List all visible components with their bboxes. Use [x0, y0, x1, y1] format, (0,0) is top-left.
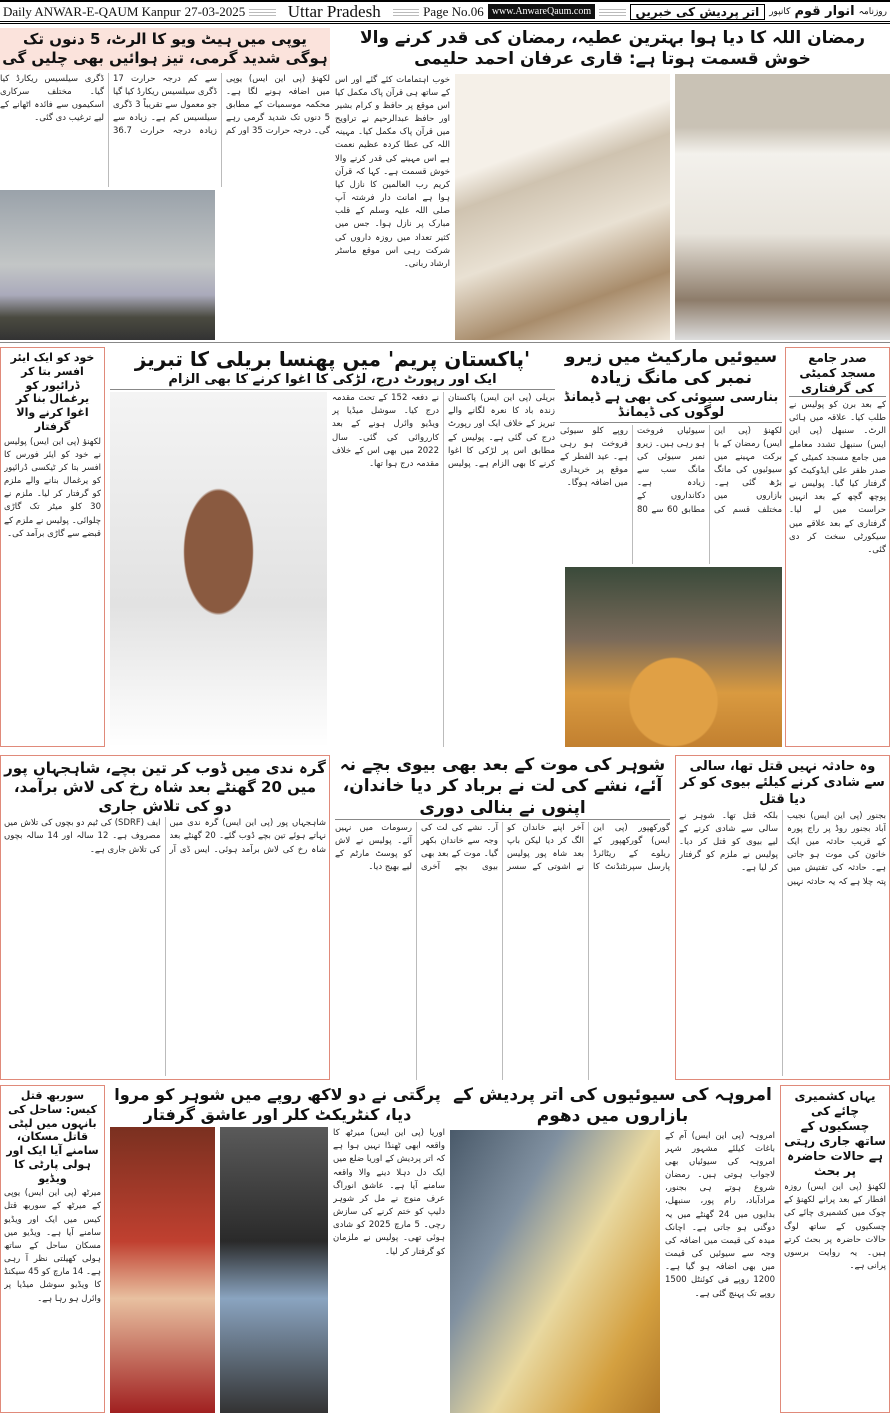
article-sewaiyan-market — [560, 347, 782, 747]
divider — [249, 7, 275, 17]
subheadline: ایک اور رپورٹ درج، لڑکی کا اغوا کرنے کا بھی الزام — [110, 372, 555, 390]
hazy-sky-photo — [0, 190, 215, 340]
article-body: شاہجہاں پور (پی این ایس) گرہ ندی میں نہاتے ہوئے تین بچے ڈوب گئے۔ 20 گھنٹے بعد شاہ رخ کی لاش برآمد ہوئی۔ ایس ڈی آر ایف (SDRF) کی ٹیم دو بچوں کی تلاش میں مصروف ہے۔ 12 سالہ اور 14 سالہ بچوں کی تلاش جاری ہے۔ — [4, 818, 326, 855]
sewaiyan-vendor-photo — [565, 567, 782, 747]
article-body: بجنور (پی این ایس) نجیب آباد بجنور روڈ پر راج پورہ کے قریب حادثہ میں ایک خاتون کی موت ہو جاتی ہے۔ حادثہ کی تفتیش میں پتہ چلا ہے کہ یہ حادثہ نہیں بلکہ قتل تھا۔ شوہر نے سالی سے شادی کرنے کے لیے بیوی کو قتل کر دیا۔ پولیس نے ملزم کو گرفتار کر لیا ہے۔ — [679, 810, 886, 887]
headline: امروہہ کی سیوئیوں کی اتر پردیش کے بازاروں میں دھوم — [453, 1085, 772, 1127]
article-kashmiri-chai — [780, 1085, 890, 1413]
headline: صدر جامع مسجد کمیٹی کی گرفتاری — [789, 351, 886, 397]
subheadline: بنارسی سیوئی کی بھی ہے ڈیمانڈ لوگوں کی ڈیمانڈ — [560, 390, 782, 423]
headline: رمضان اللہ کا دیا ہوا بہترین عطیہ، رمضان کی قدر کرنے والا خوش قسمت ہوتا ہے: قاری عرفان احمد حلیمی — [359, 28, 866, 70]
article-body: اوریا (پی این ایس) میرٹھ کا واقعہ ابھی ٹھنڈا نہیں ہوا ہے کہ اتر پردیش کے اوریا ضلع میں ایک دل دہلا دینے والا واقعہ سامنے آیا ہے۔ عاشق انوراگ عرف منوج نے مل کر شوہر دلیپ کو ختم کرنے کی سازش رچی۔ 5 مارچ 2025 کو شادی ہوئی تھی۔ پولیس نے ملزمان کو گرفتار کر لیا۔ — [333, 1128, 445, 1257]
article-bijnor-murder — [675, 755, 890, 1080]
headline: وہ حادثہ نہیں قتل تھا، سالی سے شادی کرنے کیلئے بیوی کو کر دیا قتل — [680, 759, 885, 807]
amroha-market-photo — [450, 1130, 660, 1413]
article-body: لکھنؤ (پی این ایس) یوپی میں اضافہ ہونے لگا ہے۔ محکمہ موسمیات کے مطابق 5 دنوں تک شدید گرمی رہے گی۔ درجہ حرارت 35 اور کم سے کم درجہ حرارت 17 ڈگری سیلسیس ریکارڈ کیا گیا جو معمول سے تقریباً 3 ڈگری سیلسیس کم ہے۔ زیادہ سے زیادہ درجہ حرارت 36.7 ڈگری سیلسیس ریکارڈ کیا گیا۔ مختلف سرکاری اسکیموں سے فائدہ اٹھانے کے لیے ترغیب دی گئی۔ — [0, 73, 330, 137]
article-body: کے بعد برن کو پولیس نے طلب کیا۔ علاقہ میں ہائی الرٹ۔ سنبھل (پی این ایس) سنبھل تشدد معاملے میں جامع مسجد کمیٹی کے صدر ظفر علی ایڈوکیٹ کو گرفتار کیا گیا۔ پولیس نے پوچھ گچھ کے بعد انہیں حراست میں لے لیا۔ گرفتاری کے بعد علاقے میں سیکورٹی سخت کر دی گئی۔ — [789, 400, 886, 555]
headline: یہاں کشمیری چائے کی چسکیوں کے ساتھ جاری رہتی ہے حالات حاضرہ پر بحث — [784, 1089, 886, 1178]
logo: انوار قوم — [794, 4, 855, 19]
group-photo — [675, 74, 890, 341]
article-body: میرٹھ (پی این ایس) یوپی کے میرٹھ کے سوربھ قتل کیس میں ایک اور ویڈیو سامنے آیا ہے۔ ویڈیو میں مسکان ساحل کے ساتھ ہولی کھیلتی نظر آ رہی ہے۔ 14 مارچ کو 45 سیکنڈ کا ویڈیو سوشل میڈیا پر وائرل ہو رہا ہے۔ — [4, 1188, 101, 1304]
headline: 'پاکستان پریم' میں پھنسا بریلی کا تبریز — [134, 347, 531, 371]
article-saurabh-case — [0, 1085, 105, 1413]
accused-woman-photo — [220, 1127, 328, 1413]
headline: سیوئیں مارکیٹ میں زیرو نمبر کی مانگ زیادہ — [564, 347, 778, 389]
region-title: Uttar Pradesh — [287, 1, 381, 21]
divider — [0, 342, 890, 343]
website-link[interactable]: www.AnwareQaum.com — [488, 4, 595, 19]
masthead — [0, 0, 890, 24]
article-heatwave — [0, 28, 330, 340]
issue-date: 27-03-2025 — [184, 3, 246, 19]
divider — [393, 7, 419, 17]
article-ramadan — [335, 28, 890, 340]
article-masjid-arrest — [785, 347, 890, 747]
daily-label: روزنامہ — [858, 6, 887, 16]
article-body: امروہہ (پی این ایس) آم کے باغات کیلئے مشہور شہر امروہہ کی سیوئیاں بھی لاجواب ہوتی ہیں۔ رمضان شروع ہوتے ہی بجنور، مرادآباد، رام پور، سنبھل، بدایوں میں 24 گھنٹے میں یہ دوگنی ہو جاتی ہے۔ اچانک میدہ کی قیمت میں اضافہ کی وجہ سے سیوئیں کی قیمت میں بھی اضافہ ہو گیا ہے۔ 1200 روپے فی کوئنٹل 1500 روپے تک پہنچ گئی ہے۔ — [665, 1130, 775, 1299]
article-body: گورکھپور (پی این ایس) گورکھپور کے ریلوے کے ریٹائرڈ پارسل سپرنٹنڈنٹ کا آخر اپنے خاندان کو الگ کر دیا لیکن باپ بعد شاہ پور پولیس نے اشوتی کے سسر آر۔ نشے کی لت کی وجہ سے خاندان بکھر گیا۔ موت کے بعد بھی بیوی بچے آخری رسومات میں نہیں آئے۔ پولیس نے لاش کو پوسٹ مارٹم کے لیے بھیج دیا۔ — [335, 822, 670, 873]
article-body: خوب اہتمامات کئے گئے اور اس کے ساتھ ہی قرآن پاک مکمل کیا اس موقع پر حافظ و کرام بشیر اور حافظ عبدالرحیم نے تراویح میں قرآن پاک مکمل کیا۔ مہینہ اللہ کی عطا کردہ عظیم نعمت ہے اس مہینے کی قدر کرنے والا خوش قسمت ہے۔ کہا کہ قرآن کریم رب العالمین کا نازل کیا ہوا ہے امانت دار فرشتہ آپ صلی اللہ علیہ وسلم کے قلب مبارک پر نازل ہوا۔ جس میں کثیر تعداد میں روزہ داروں کی شرکت رہی اس موقع ماسٹر ارشاد ربانی۔ — [335, 74, 450, 269]
page-number: Page No.06 — [423, 3, 484, 19]
article-amroha-sewaiyan — [450, 1085, 775, 1413]
headline: پرگتی نے دو لاکھ روپے میں شوہر کو مروا دیا، کنٹریکٹ کلر اور عاشق گرفتار — [114, 1085, 441, 1124]
divider — [599, 7, 625, 17]
article-body: لکھنؤ (پی این ایس) روزہ افطار کے بعد پرانے لکھنؤ کے چوک میں کشمیری چائے کی چسکیوں کے ساتھ لوگ حالات حاضرہ پر بحث کرتے ہیں۔ یہ روایت برسوں پرانی ہے۔ — [784, 1182, 886, 1272]
headline: یوپی میں ہیٹ ویو کا الرٹ، 5 دنوں تک ہوگی شدید گرمی، تیز ہوائیں بھی چلیں گی — [0, 28, 330, 70]
couple-wedding-photo — [110, 1127, 215, 1413]
paper-name: Daily ANWAR-E-QAUM Kanpur — [3, 3, 181, 19]
article-body: لکھنؤ (پی این ایس) رمضان کے با برکت مہینے میں سیوئیوں کی مانگ بڑھ گئی ہے۔ بازاروں میں مختلف قسم کی سیوئیاں فروخت ہو رہی ہیں۔ زیرو نمبر سیوئی کی مانگ سب سے زیادہ ہے۔ دکانداروں کے مطابق 60 سے 80 روپے کلو سیوئی فروخت ہو رہی ہے۔ عید الفطر کے موقع پر خریداری میں اضافہ ہوگا۔ — [560, 425, 782, 515]
iftar-gathering-photo — [455, 74, 670, 341]
headline: خود کو ایک ایئر افسر بتا کر ڈرائیور کو یرغمال بنا کر اغوا کرنے والا گرفتار — [10, 351, 95, 433]
tabrez-photo — [110, 392, 327, 747]
article-fake-officer — [0, 347, 105, 747]
headline: سوربھ قتل کیس: ساحل کی بانہوں میں لپٹی قاتل مسکان، سامنے آیا ایک اور ہولی پارٹی کا ویڈیو — [6, 1089, 99, 1185]
article-body: بریلی (پی این ایس) پاکستان زندہ باد کا نعرہ لگانے والے تبریز کے خلاف ایک اور رپورٹ درج کی گئی ہے۔ پولیس کے مطابق اس پر لڑکی کا اغوا کرنے کا بھی الزام ہے۔ پولیس نے دفعہ 152 کے تحت مقدمہ درج کیا۔ سوشل میڈیا پر ویڈیو وائرل ہونے کے بعد کارروائی کی گئی۔ سال 2022 میں بھی اس کے خلاف مقدمہ درج ہوا تھا۔ — [332, 393, 555, 469]
headline: گرہ ندی میں ڈوب کر تین بچے، شاہجہاں پور میں 20 گھنٹے بعد شاہ رخ کی لاش برآمد، دو کی تلاش جاری — [4, 759, 326, 815]
city: کانپور — [769, 6, 791, 16]
article-bareilly-tabrez — [110, 347, 555, 747]
section-label: اتر پردیش کی خبریں — [630, 4, 766, 20]
article-body: لکھنؤ (پی این ایس) پولیس نے خود کو ایئر فورس کا افسر بتا کر ٹیکسی ڈرائیور کو یرغمال بنانے والے ملزم کو گرفتار کر لیا۔ ملزم نے 30 کلو میٹر تک گاڑی چلوائی۔ پولیس نے ملزم کے قبضے سے گاڑی برآمد کی۔ — [4, 436, 101, 539]
headline: شوہر کی موت کے بعد بھی بیوی بچے نہ آئے، نشے کی لت نے برباد کر دیا خاندان، اپنوں نے بنالی دوری — [335, 755, 670, 820]
article-shahjahanpur — [0, 755, 330, 1080]
article-auraiya-murder — [110, 1085, 445, 1413]
article-gorakhpur — [335, 755, 670, 1080]
